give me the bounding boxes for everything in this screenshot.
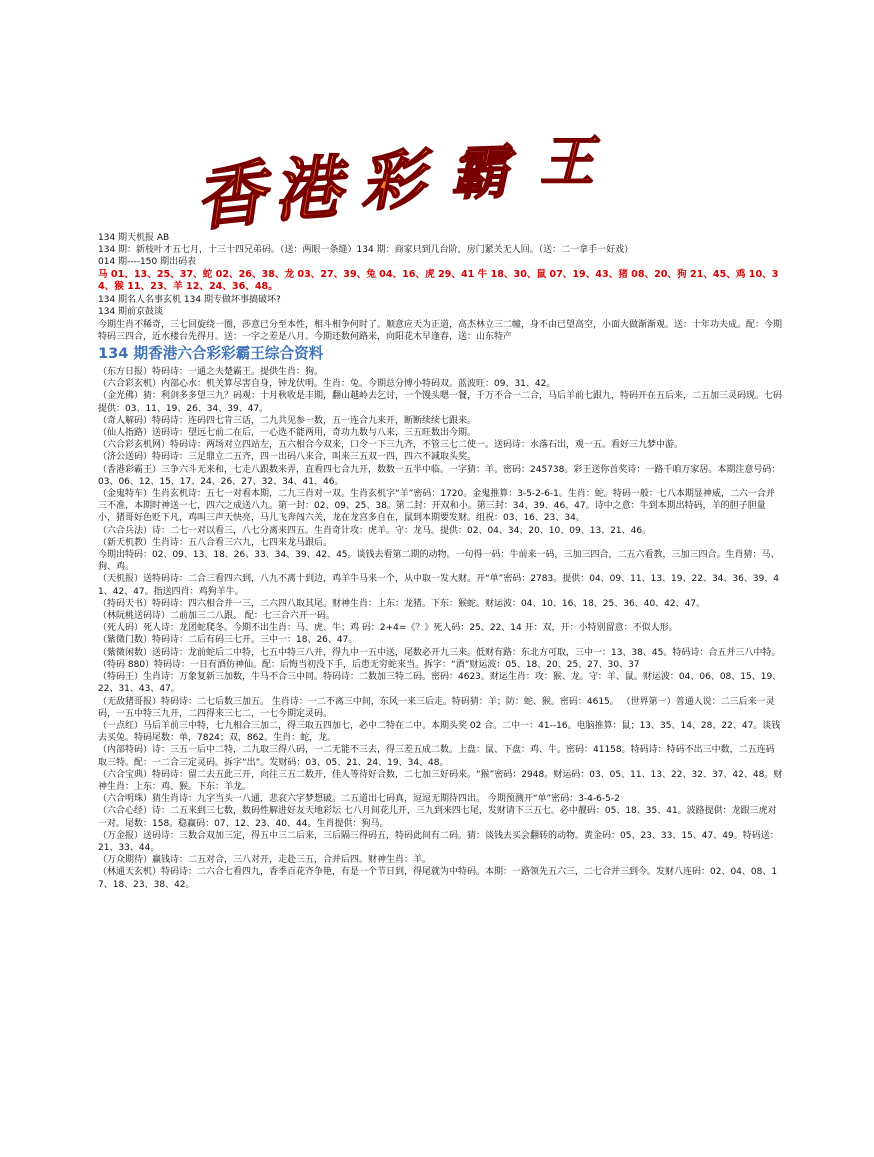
paragraph: （天机报）送特码诗：二合三看四六到，八九不离十到边，鸡羊牛马来一个，从中取一发大财。开“单”密码：2783。提供：04、09、11、13、19、22、34、36、39、41、42、47。指送四肖：鸡狗羊牛。 bbox=[98, 574, 780, 597]
paragraph: （济公送码）特码诗：三足鼎立二五齐，四一出码八来合，叫来三五双一四，四六不减取头奖。 bbox=[98, 452, 477, 463]
paragraph: （特码 880）特码诗：一日有酒仿神仙。配：后悔当初没下手，后患无穷蛇来当。拆字：“酒”财运波：05、18、20、25、27、30、37 bbox=[98, 659, 640, 670]
paragraph: 今期出特码：02、09、13、18、26、33、34、39、42、45。谈钱去看第二期的动物。一句得一码：牛前来一码，三加三四合，二五六看教，三加三四合。生肖猜：马、狗、鸡。 bbox=[98, 550, 780, 573]
banner-logo bbox=[195, 125, 615, 240]
paragraph: （东方日报）特码诗：一通之夫楚霸王。提供生肖：狗。 bbox=[98, 367, 324, 378]
intro-section bbox=[98, 232, 783, 343]
intro-line: 134 期名人名事玄机 134 期专做坏事搞破坏? bbox=[98, 295, 281, 306]
paragraph: （特码天书）特码诗：四六相合并一三，二六四八取其尾。财神生肖：上东：龙猪。下东：猴蛇。财运波：04、10、16、18、25、36、40、42、47。 bbox=[98, 598, 706, 609]
document-body bbox=[98, 232, 783, 891]
paragraph: （仙人指路）送码诗：望远七前二在后，一心选不能两用，奇功九数与八来，三五旺数出今期。 bbox=[98, 428, 477, 439]
paragraph: （死人码）死人诗：龙团蛇爬冬。今期不出生肖：马、虎、牛；鸡 码：2+4=《？》死人码：25、22、14 开：双，开：小特别留意：不似人形。 bbox=[98, 623, 678, 634]
paragraph: （无敌猪哥报）特码诗：二七后数三加五。 生肖诗：一二不离三中间，东风一来三后走。特码猜：羊；防：蛇、猴。密码：4615。 （世界第一）普通人说：二三后来一灵码，一五中特三九开，二四得来三七二，一七今期定灵码。 bbox=[98, 696, 775, 719]
paragraph: （林通天玄机）特码诗：二六合七看四九，香季百花齐争艳，有是一个节日到，得尾就为中特码。本期：一路领先五六三，二七合并三到今。发财八连码：02、04、08、17、18、23、38、42。 bbox=[98, 867, 778, 890]
paragraph: （金鬼特车）生肖玄机诗：五七一对看本期，二九三肖对一双。生肖玄机字“羊”密码：1720。金鬼推算：3-5-2-6-1。生肖：蛇。特码一般：七八本期显神威，二六一合并三不准，本期时神送一七，四六之成送八九。第一封：02、09、25、38。第二封：开双和小。第三封：34、39、46、47。诗中之意：牛到本期出特码，羊的胆子胆量小，猪哥好色贬下凡，鸡叫三声天快亮，马儿飞奔闯六关，龙在龙宫多自在，鼠到本期要发财。组祝：03、16、23、34。 bbox=[98, 489, 775, 524]
paragraph: （特码王）生肖诗：万象复新三加数，牛马不合三中同。特码诗：二数加三特二码。密码：4623。财运生肖：攻：猴、龙。守：羊、鼠。财运波：04、06、08、15、19、22、31、43、47。 bbox=[98, 672, 782, 695]
zodiac-number-table: 马 01、13、25、37、蛇 02、26、38、龙 03、27、39、兔 04、16、虎 29、41 牛 18、30、鼠 07、19、43、猪 08、20、狗 21、45、鸡 10、34、猴 11、23、羊 12、24、36、48。 bbox=[98, 268, 779, 293]
paragraph: （内部特码）诗：三五一后中二特，二九取三得八码，一二无能不三去，得三差五成二数。上盘：鼠、下盘：鸡、牛。密码：41158。特码诗：特码不出三中数，二五连码取三特。配：一二合三定灵码。拆字“出”。发财码：03、05、21、24、19、34、48。 bbox=[98, 745, 775, 768]
banner-char-3: 彩 bbox=[358, 142, 427, 221]
section-heading: 134 期香港六合彩彩霸王综合资料 bbox=[98, 345, 324, 363]
paragraph: （金光佛）猜：利剑多多望三九？码观：十月秋收是丰期，翻山越岭去乞讨，一个馒头嗯一餐，千万不合一二合，马后羊前七跟九，特码开在五后来，二五加三灵码现。七码提供：03、11、19、26、34、39、47。 bbox=[98, 391, 783, 414]
paragraph: （六合明珠）猜生肖诗：九字当头一八通，悲哀六字梦想破。二五道出七码真，逗逗无期待四出。 今期预测开“单”密码：3-4-6-5-2 bbox=[98, 794, 620, 805]
paragraph: （香港彩霸王）三争六斗无来和，七走八跟数来弄，直看四七合九开，数数一五半中临。一字猜：羊。密码：245738。彩王送你首奖诗：一路千咱万家居。本期注意号码：03、06、12、15、17、24、26、27、32、34、41、46。 bbox=[98, 464, 781, 487]
intro-line: 134 期天机报 AB bbox=[98, 233, 170, 243]
paragraph: （六合兵法）诗：二七一对以看三，八七分离来四五。生肖奇计攻：虎羊。守：龙马。提供：02、04、34、20、10、09、13、21、46。 bbox=[98, 525, 652, 536]
paragraph: （六合心经）诗：二五来到三七数，数码性解进好友天地彩坛 七八月间花儿开，三九到来四七尾，发财请下三五七。必中靓码：05、18、35、41。波路提供：龙跟三虎对一对。尾数：158。稳赢码：07、12、23、40、44。生肖提供：狗马。 bbox=[98, 806, 777, 829]
banner-char-4: 霸 bbox=[449, 137, 510, 208]
paragraph: （一点红）马后羊前三中特，七九相合三加二，得三取五四加七，必中二特在二中。本期头奖 02 合。二中一：41--16。电脑推算：鼠；13、35、14、28、22、47。谈钱去买兔。特码尾数：单，7824；双，862。生肖：蛇，龙。 bbox=[98, 720, 781, 744]
banner-char-2: 港 bbox=[270, 147, 345, 233]
paragraph: （六合宝典）特码诗：留二去五此三开，向往三五二数开，佳人等待好合数，二七加三好码来。“猴”密码：2948。财运码：03、05、11、13、22、32、37、42、48。财神生肖：上东：鸡、猴。下东：羊龙。 bbox=[98, 769, 783, 792]
paragraph: （紫微门数）特码诗：二后有码三七开。三中一：18、26、47。 bbox=[98, 635, 358, 646]
intro-line: 今期生肖不稀奇，三七回旋绕一圈，莎意已分至本性，相斗相争何时了。顺意应天为正道，高杰林立三二幢，身不由已望高空，小面大做渐渐观。送：十年功夫成。配：今期特码三四合，近水楼台先得月。送：一字之差是八月。今期还数何路来，向阳花木早逢春，送：山东特产 bbox=[98, 319, 783, 342]
paragraph: （紫微闲数）送码诗：龙前蛇后二中特，七五中特三八并，得九中一五中送，尾数必开九三来。低财有路：东北方可取，三中一：13、38、45。特码诗：合五并三八中特。 bbox=[98, 647, 781, 658]
intro-line: 014 期----150 期出码表 bbox=[98, 257, 197, 268]
paragraph: （六合彩玄机网）特码诗：两场对立四站左，五六相合今双来，口令一下三九齐，不管三七二使一。送码诗：水落石出，观一五。看好三九梦中游。 bbox=[98, 440, 684, 451]
banner-char-1: 香 bbox=[195, 151, 270, 240]
paragraph: （万金报）送码诗：三数合双加三定，得五中三二后来，三后隔三得码五，特码此间有二码。猜：谈钱去买会翻转的动物。黄金码：05、23、33、15、47、49。特码送：21、33、44。 bbox=[98, 830, 779, 853]
paragraph: （六合彩玄机）内部心水：机关算尽害自身，钟龙伏明。生肖：兔。今期总分博小特码双。蓝波旺：09、31、42。 bbox=[98, 379, 556, 390]
banner-char-5: 王 bbox=[540, 129, 594, 193]
paragraph: （林阮桃送码诗）二前加三二八跟。 配：七三合六开一码。 bbox=[98, 611, 335, 622]
paragraph: （奇人解码）特码诗：连码四七肯三话，二九共见参一数，五一连合九来开，断断续续七跟来。 bbox=[98, 415, 477, 426]
paragraph-list bbox=[98, 366, 783, 891]
paragraph: （新天机教）生肖诗：五八合看三六九，七四来龙马跟后。 bbox=[98, 537, 333, 548]
banner-title-graphic bbox=[195, 125, 615, 240]
intro-line: 134 期：新枝叶才五七月，十三十四兄弟码。（送：两眼一条缝）134 期：商家只到几台阶，房门紧关无人回。（送：二一拿手一好戏） bbox=[98, 245, 634, 256]
intro-line: 134 期前京鼓谈 bbox=[98, 307, 164, 318]
paragraph: （万众期待）赢钱诗：二五对合，三八对开，走赴三五，合并后四。财神生肖：羊。 bbox=[98, 855, 432, 866]
